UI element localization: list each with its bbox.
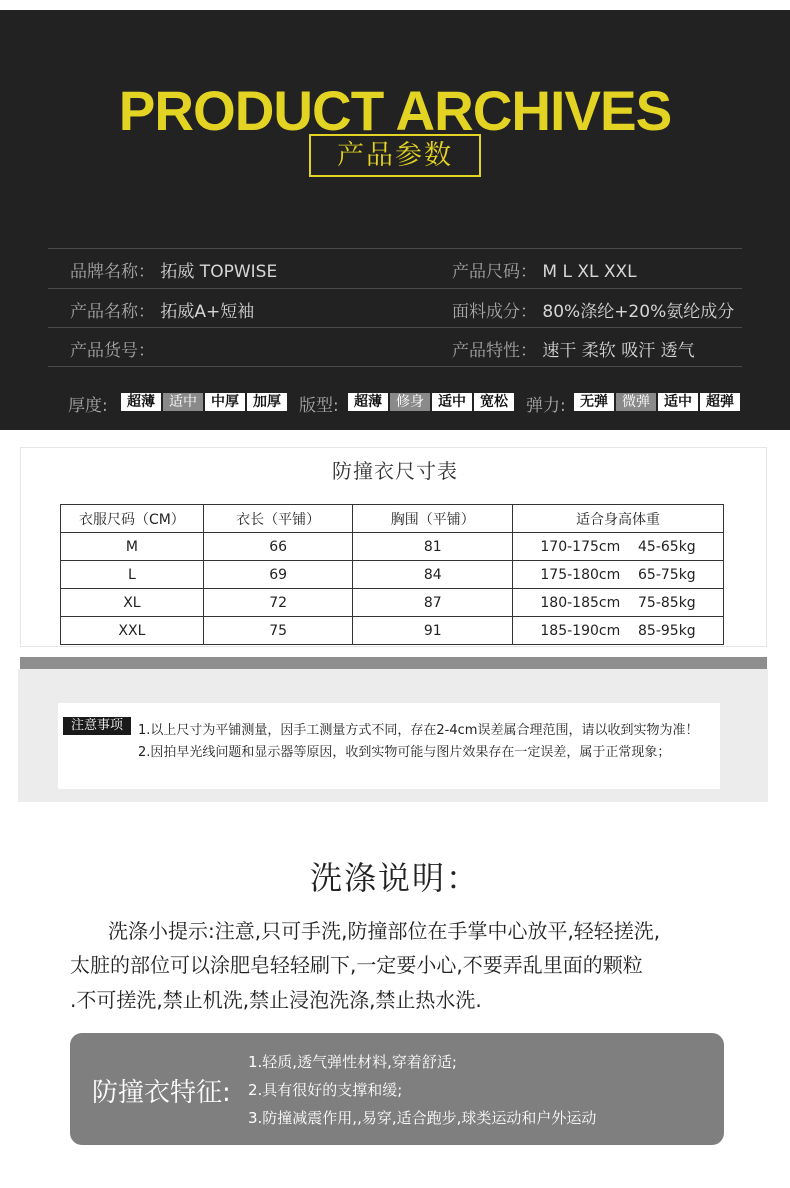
divider: [48, 288, 742, 289]
table-cell: 91: [353, 617, 513, 645]
fit-option: 适中: [432, 393, 472, 411]
section-divider-bar: [20, 657, 767, 669]
table-row: [61, 533, 724, 561]
notes-tag: 注意事项: [63, 717, 131, 735]
table-cell: 175-180cm 65-75kg: [513, 561, 724, 589]
thickness-label: 厚度:: [68, 396, 108, 416]
size-value: M L XL XXL: [542, 262, 637, 282]
table-cell: 69: [203, 561, 353, 589]
table-cell: 180-185cm 75-85kg: [513, 589, 724, 617]
table-row: [61, 589, 724, 617]
thickness-option-selected: 适中: [163, 393, 203, 411]
product-archives-panel: [0, 10, 790, 430]
sku-label: 产品货号：: [70, 341, 155, 361]
table-cell: L: [61, 561, 204, 589]
elastic-label: 弹力:: [526, 396, 566, 416]
page-title: PRODUCT ARCHIVES: [118, 79, 672, 142]
fabric-row: [452, 297, 734, 322]
feature-value: 速干 柔软 吸汗 透气: [542, 341, 695, 361]
divider: [48, 327, 742, 328]
column-header: 适合身高体重: [513, 505, 724, 533]
brand-label: 品牌名称：: [70, 262, 155, 282]
table-cell: 66: [203, 533, 353, 561]
divider: [48, 248, 742, 249]
brand-value: 拓威 TOPWISE: [160, 262, 278, 282]
feature-item: 3.防撞减震作用,,易穿,适合跑步,球类运动和户外运动: [248, 1109, 597, 1127]
thickness-option: 超薄: [121, 393, 161, 411]
table-cell: 84: [353, 561, 513, 589]
column-header: 衣服尺码（CM）: [61, 505, 204, 533]
divider: [48, 366, 742, 367]
table-cell: 185-190cm 85-95kg: [513, 617, 724, 645]
feature-item: 2.具有很好的支撑和缓;: [248, 1081, 403, 1099]
washing-line-3: .不可搓洗,禁止机洗,禁止浸泡洗涤,禁止热水洗.: [70, 988, 482, 1012]
name-label: 产品名称：: [70, 302, 155, 322]
washing-line-2: 太脏的部位可以涂肥皂轻轻刷下,一定要小心,不要弄乱里面的颗粒: [70, 953, 643, 977]
washing-title: 洗涤说明：: [309, 859, 480, 897]
thickness-option: 中厚: [205, 393, 245, 411]
column-header: 胸围（平铺）: [353, 505, 513, 533]
table-cell: XXL: [61, 617, 204, 645]
table-cell: 170-175cm 45-65kg: [513, 533, 724, 561]
fabric-value: 80%涤纶+20%氨纶成分: [542, 302, 735, 322]
page-subtitle: 产品参数: [309, 134, 481, 177]
fabric-label: 面料成分：: [452, 302, 537, 322]
note-line-2: 2.因拍早光线问题和显示器等原因，收到实物可能与图片效果存在一定误差，属于正常现象；: [138, 745, 671, 760]
fit-option-selected: 修身: [390, 393, 430, 411]
fit-option: 宽松: [474, 393, 514, 411]
table-header-row: [61, 505, 724, 533]
feature-row: [452, 336, 695, 361]
column-header: 衣长（平铺）: [203, 505, 353, 533]
fit-option: 超薄: [348, 393, 388, 411]
size-row: [452, 257, 637, 282]
feature-label: 产品特性：: [452, 341, 537, 361]
table-cell: 87: [353, 589, 513, 617]
sku-row: [70, 336, 155, 361]
size-label: 产品尺码：: [452, 262, 537, 282]
fit-label: 版型:: [299, 396, 339, 416]
feature-item: 1.轻质,透气弹性材料,穿着舒适;: [248, 1053, 457, 1071]
brand-row: [70, 257, 277, 282]
features-heading: 防撞衣特征:: [92, 1078, 231, 1108]
elastic-option-selected: 微弹: [616, 393, 656, 411]
thickness-option: 加厚: [247, 393, 287, 411]
elastic-option: 适中: [658, 393, 698, 411]
table-cell: 75: [203, 617, 353, 645]
table-row: [61, 561, 724, 589]
table-cell: M: [61, 533, 204, 561]
table-cell: XL: [61, 589, 204, 617]
washing-line-1: 洗涤小提示:注意,只可手洗,防撞部位在手掌中心放平,轻轻搓洗,: [108, 919, 661, 943]
size-chart-title: 防撞衣尺寸表: [332, 459, 458, 483]
table-cell: 72: [203, 589, 353, 617]
note-line-1: 1.以上尺寸为平铺测量，因手工测量方式不同，存在2-4cm误差属合理范围，请以收到实物为准！: [138, 723, 699, 738]
elastic-option: 超弹: [700, 393, 740, 411]
name-row: [70, 297, 254, 322]
table-cell: 81: [353, 533, 513, 561]
table-row: [61, 617, 724, 645]
size-table: [60, 504, 724, 645]
elastic-option: 无弹: [574, 393, 614, 411]
name-value: 拓威A+短袖: [160, 302, 255, 322]
